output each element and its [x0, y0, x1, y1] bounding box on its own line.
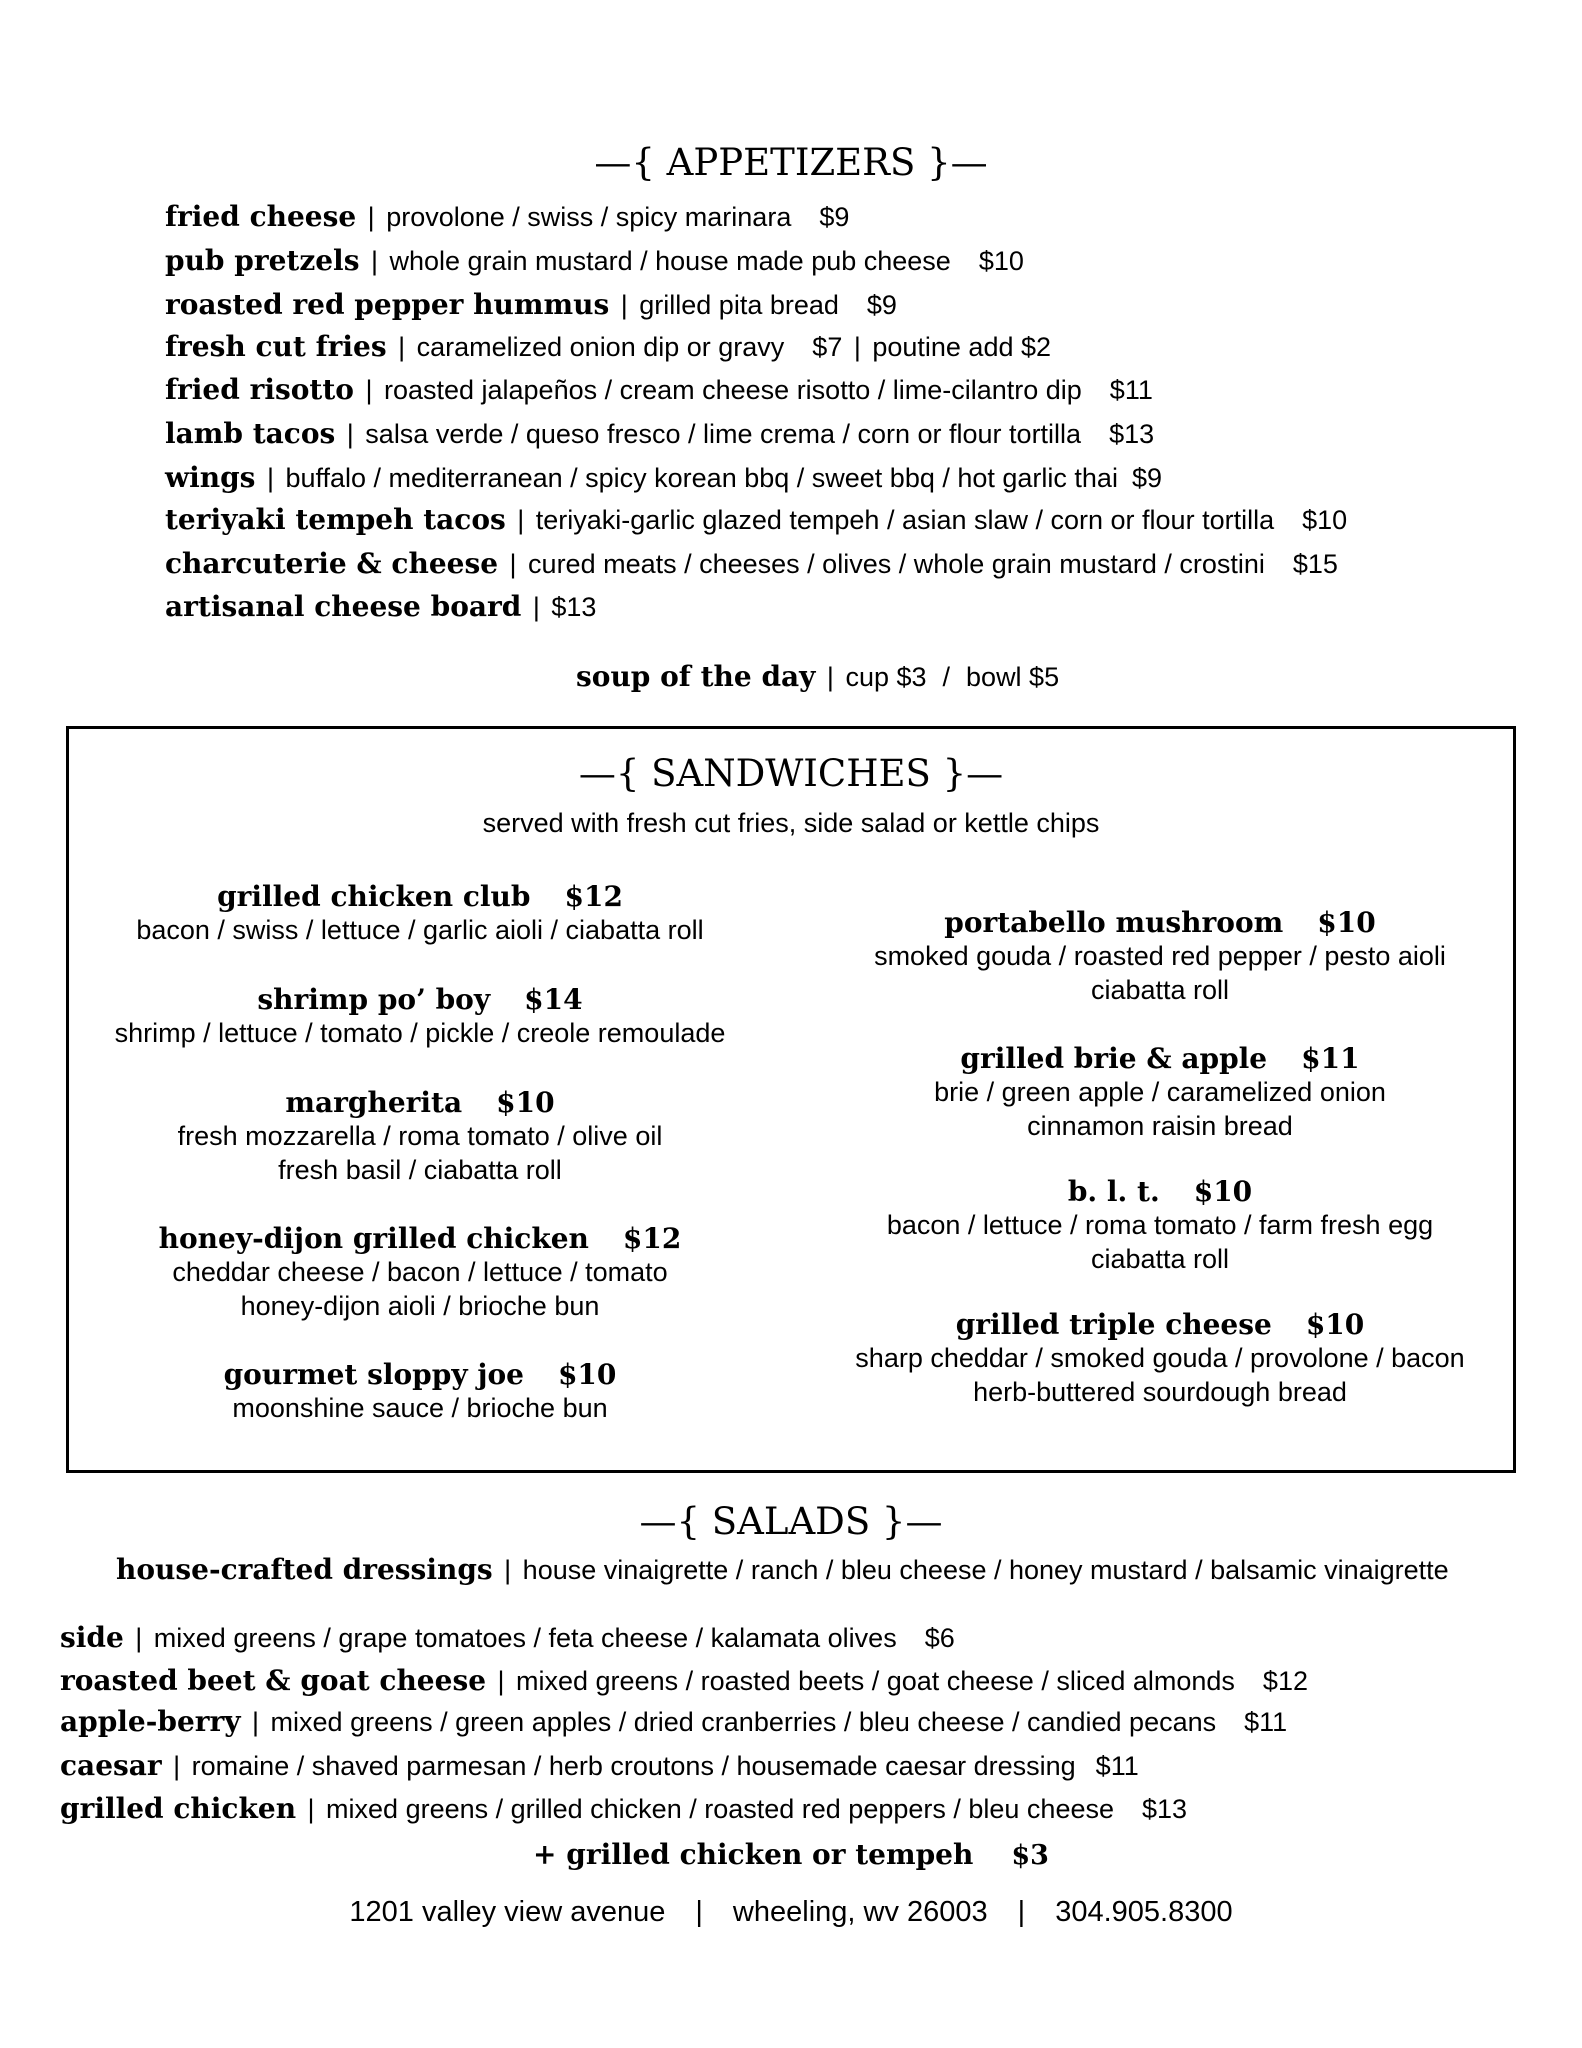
sandwich-item: grilled chicken club $12 bacon / swiss / lettuce / garlic aioli / ciabatta roll: [136, 880, 704, 945]
footer-contact: 1201 valley view avenue | wheeling, wv 26003 | 304.905.8300: [349, 1896, 1233, 1928]
salad-item: apple-berry | mixed greens / green apples / dried cranberries / bleu cheese / candied pecans $11: [60, 1705, 1288, 1738]
appetizer-item: pub pretzels | whole grain mustard / house made pub cheese $10: [165, 244, 1024, 277]
appetizer-item: teriyaki tempeh tacos | teriyaki-garlic glazed tempeh / asian slaw / corn or flour tortilla $10: [165, 503, 1348, 536]
salad-item: caesar | romaine / shaved parmesan / herb croutons / housemade caesar dressing $11: [60, 1749, 1139, 1782]
appetizer-item: roasted red pepper hummus | grilled pita bread $9: [165, 288, 897, 321]
salads-heading: —{ SALADS }—: [639, 1500, 943, 1543]
appetizer-item: lamb tacos | salsa verde / queso fresco / lime crema / corn or flour tortilla $13: [165, 417, 1155, 450]
salad-item: side | mixed greens / grape tomatoes / feta cheese / kalamata olives $6: [60, 1621, 955, 1654]
salad-addon: + grilled chicken or tempeh $3: [533, 1838, 1049, 1871]
footer-city: wheeling, wv 26003: [732, 1896, 988, 1928]
salad-item: grilled chicken | mixed greens / grilled chicken / roasted red peppers / bleu cheese $13: [60, 1792, 1188, 1825]
sandwich-item: grilled triple cheese $10 sharp cheddar / smoked gouda / provolone / bacon herb-buttered sourdough bread: [855, 1308, 1465, 1407]
appetizer-item: charcuterie & cheese | cured meats / cheeses / olives / whole grain mustard / crostini $15: [165, 547, 1338, 580]
footer-address: 1201 valley view avenue: [349, 1896, 666, 1928]
appetizer-item: fried risotto | roasted jalapeños / cream cheese risotto / lime-cilantro dip $11: [165, 373, 1153, 406]
appetizer-item: wings | buffalo / mediterranean / spicy korean bbq / sweet bbq / hot garlic thai $9: [165, 461, 1162, 494]
sandwich-item: shrimp po’ boy $14 shrimp / lettuce / tomato / pickle / creole remoulade: [114, 983, 726, 1048]
salad-dressings: house-crafted dressings | house vinaigrette / ranch / bleu cheese / honey mustard / balsamic vinaigrette: [116, 1553, 1449, 1586]
appetizer-item: fried cheese | provolone / swiss / spicy marinara $9: [165, 200, 850, 233]
sandwich-item: margherita $10 fresh mozzarella / roma tomato / olive oil fresh basil / ciabatta roll: [177, 1086, 663, 1185]
sandwiches-heading: —{ SANDWICHES }—: [578, 752, 1004, 795]
appetizer-item: artisanal cheese board | $13: [165, 590, 597, 623]
sandwich-item: portabello mushroom $10 smoked gouda / roasted red pepper / pesto aioli ciabatta roll: [874, 906, 1446, 1005]
appetizer-item: fresh cut fries | caramelized onion dip or gravy $7 | poutine add $2: [165, 330, 1052, 363]
sandwich-item: gourmet sloppy joe $10 moonshine sauce / brioche bun: [223, 1358, 617, 1423]
appetizers-heading: —{ APPETIZERS }—: [594, 141, 988, 184]
soup-of-the-day: soup of the day | cup $3 / bowl $5: [576, 660, 1060, 693]
salad-item: roasted beet & goat cheese | mixed greens / roasted beets / goat cheese / sliced almonds $12: [60, 1664, 1308, 1697]
footer-phone: 304.905.8300: [1055, 1896, 1233, 1928]
sandwich-item: grilled brie & apple $11 brie / green apple / caramelized onion cinnamon raisin bread: [934, 1042, 1386, 1141]
sandwiches-subtitle: served with fresh cut fries, side salad or kettle chips: [482, 808, 1100, 838]
sandwich-item: b. l. t. $10 bacon / lettuce / roma tomato / farm fresh egg ciabatta roll: [886, 1175, 1434, 1274]
sandwich-item: honey-dijon grilled chicken $12 cheddar cheese / bacon / lettuce / tomato honey-dijon aioli / brioche bun: [158, 1222, 682, 1321]
